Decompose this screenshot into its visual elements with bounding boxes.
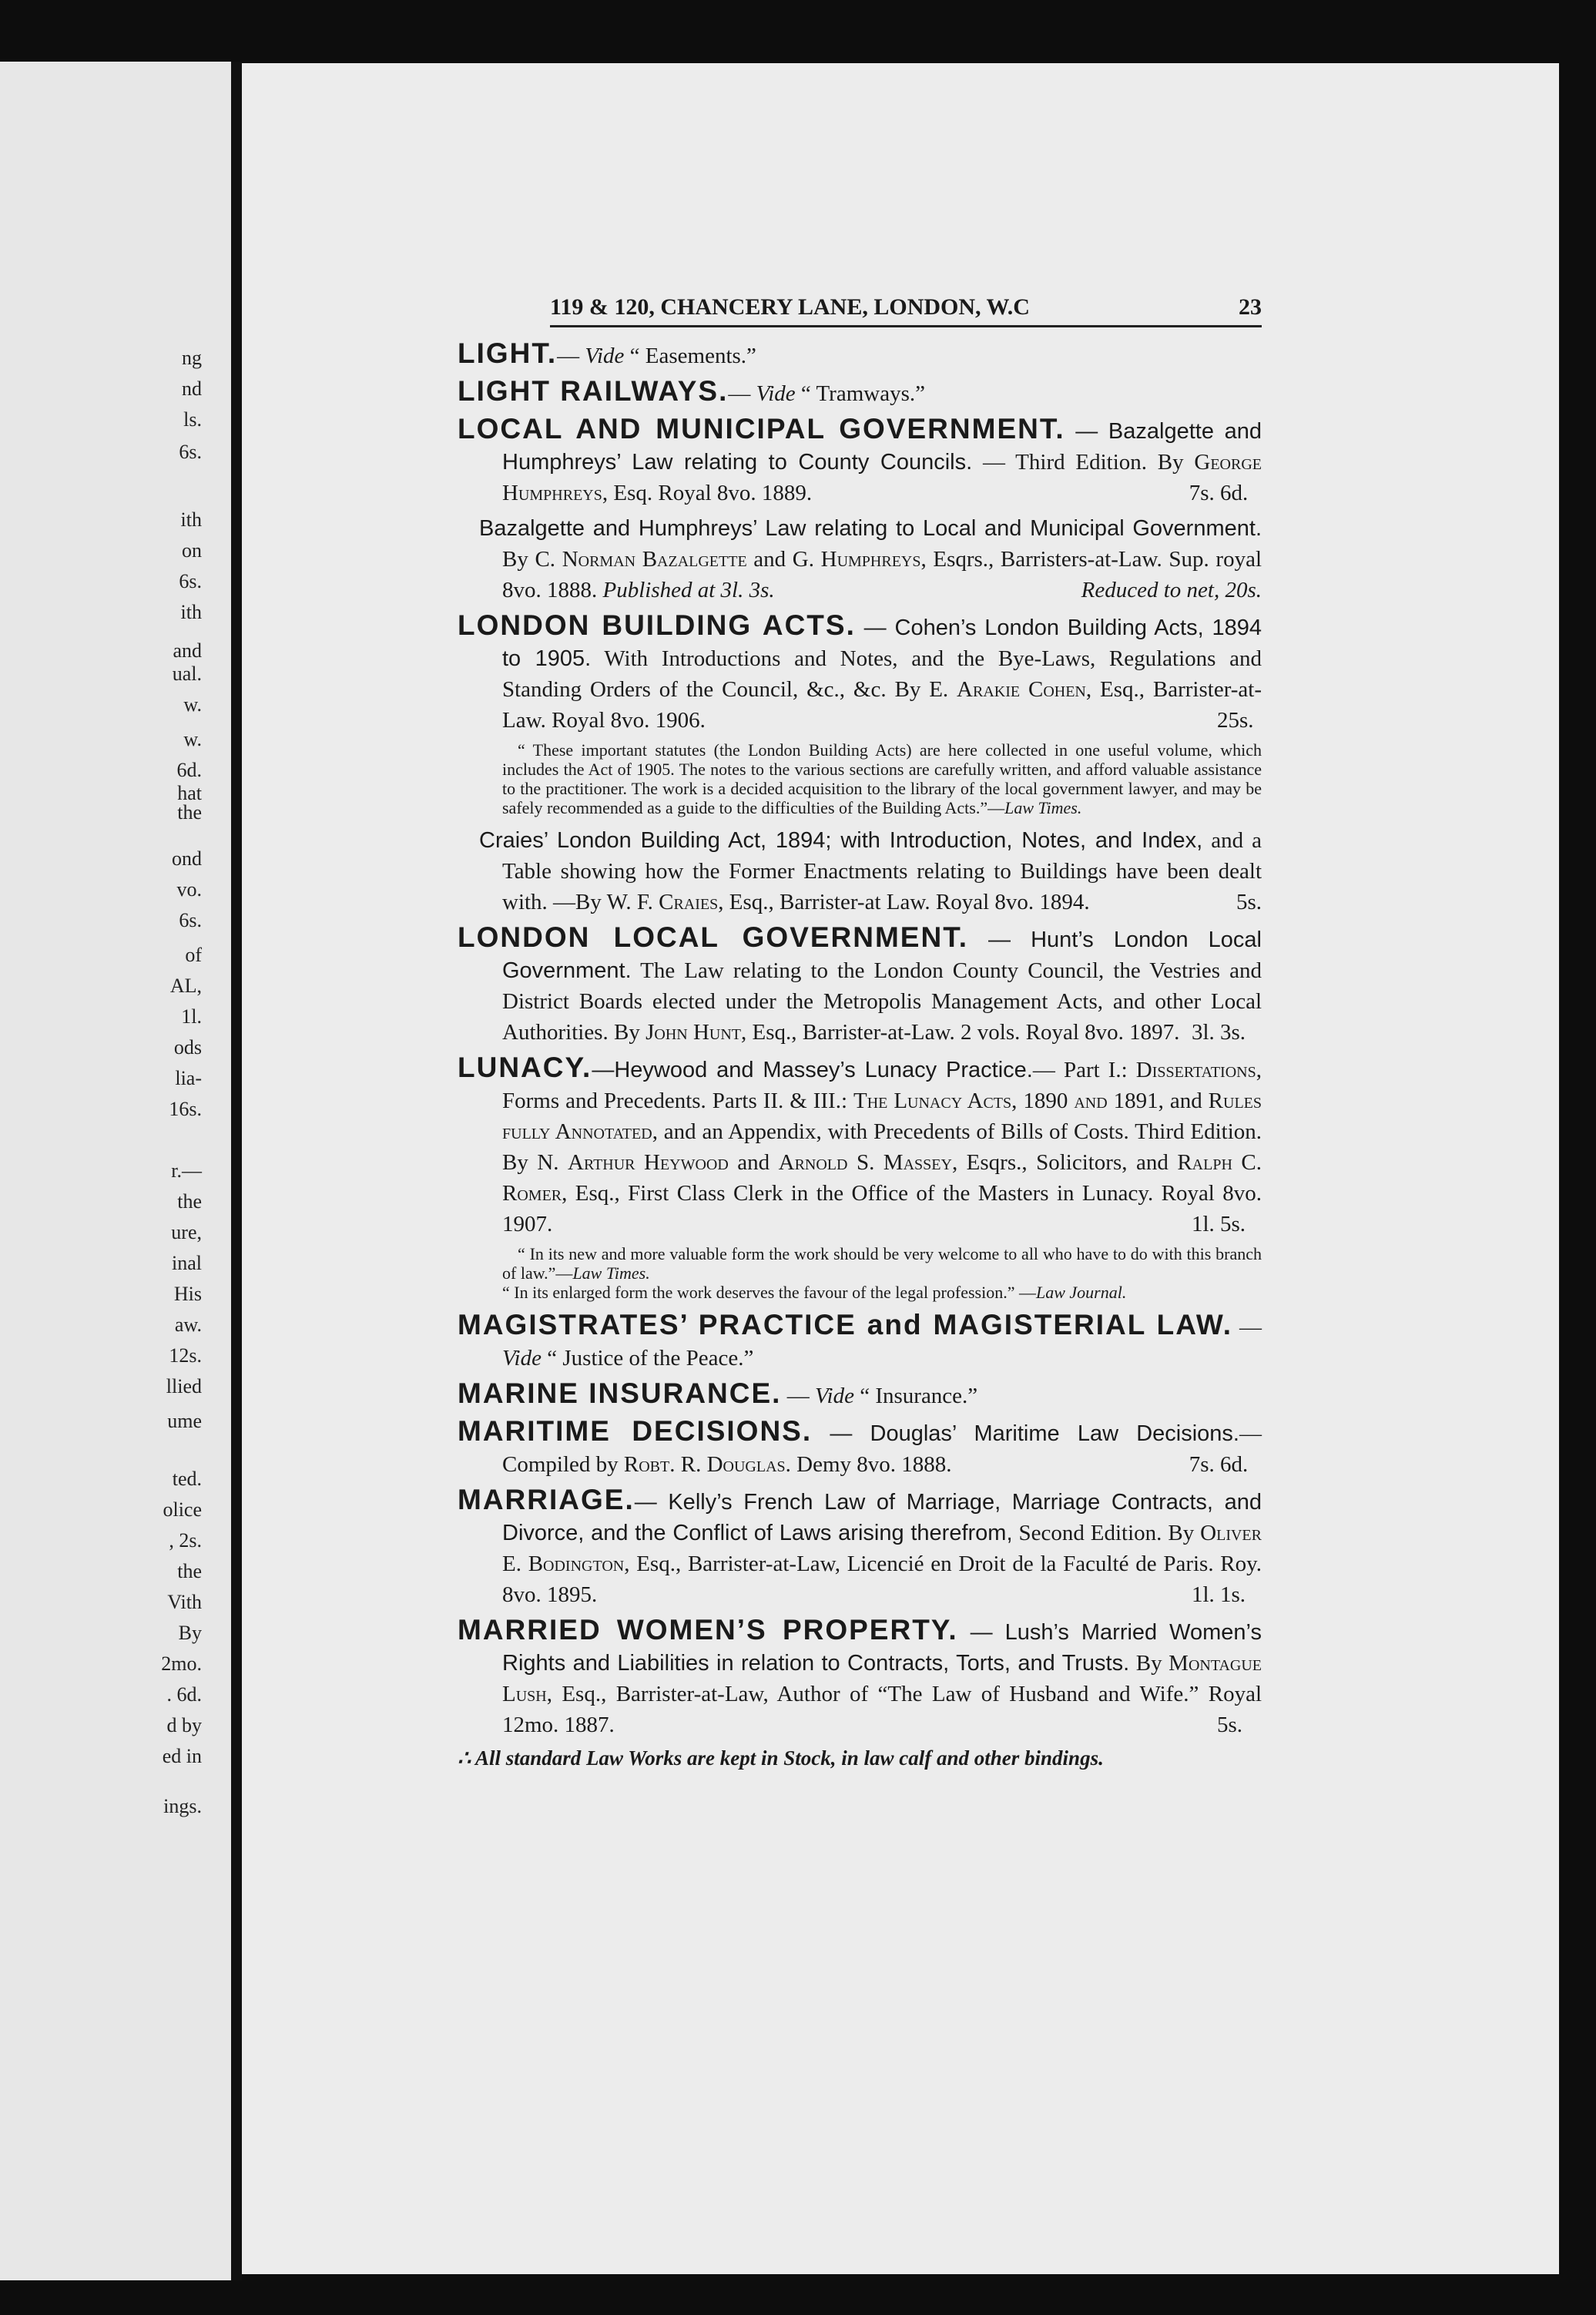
facing-page-text-fragment: ng <box>182 347 202 369</box>
book-details: and a Table showing how the Former Enactments relating to Buildings have been dealt with. —By W. F. <box>502 828 1262 914</box>
price: 7s. 6d. <box>1189 1452 1249 1477</box>
entry-heading: LONDON BUILDING ACTS. <box>458 609 856 641</box>
price <box>1081 575 1262 606</box>
small-caps-text: The Lunacy Acts <box>853 1089 1012 1113</box>
dash: — <box>557 344 585 368</box>
facing-page-text-fragment: 12s. <box>169 1344 202 1367</box>
facing-page-text-fragment: of <box>185 944 202 966</box>
book-details: By <box>1129 1651 1169 1676</box>
book-details: , 1890 <box>1011 1089 1075 1113</box>
facing-page-text-fragment: ings. <box>163 1795 202 1817</box>
book-details: By C. <box>502 547 562 572</box>
running-header <box>550 294 1262 327</box>
review-quote <box>458 1244 1262 1302</box>
entry-heading: MAGISTRATES’ PRACTICE and MAGISTERIAL LAW. <box>458 1309 1233 1340</box>
facing-page-text-fragment: on <box>182 539 202 562</box>
cross-reference: “ Insurance.” <box>853 1384 978 1408</box>
author-name: Oliver E. Bodington <box>502 1521 1262 1576</box>
entry-marriage <box>458 1485 1262 1610</box>
entry-heading: MARITIME DECISIONS. <box>458 1415 813 1447</box>
facing-page-text-fragment: ith <box>180 508 202 531</box>
entry-magistrates-practice <box>458 1310 1262 1374</box>
author-name: Arakie Cohen <box>957 677 1086 702</box>
facing-page-text-fragment: the <box>177 1190 202 1213</box>
facing-page-text-fragment: aw. <box>174 1314 202 1336</box>
asterism-icon: ∴ <box>458 1746 471 1770</box>
book-title: — Douglas’ Maritime Law Decisions. <box>812 1421 1239 1446</box>
cross-reference: “ Justice of the Peace.” <box>542 1346 754 1371</box>
entry-heading: LOCAL AND MUNICIPAL GOVERNMENT. <box>458 413 1065 445</box>
facing-page-text-fragment: AL, <box>169 975 202 997</box>
facing-page-text-fragment: olice <box>163 1498 202 1521</box>
book-details: , Esq., First Class Clerk in the Office of the Masters in Lunacy. Royal 8vo. 1907. <box>502 1181 1262 1236</box>
footer-note <box>458 1746 1262 1770</box>
entry-maritime-decisions <box>458 1416 1262 1480</box>
facing-page-text-fragment: ods <box>173 1036 202 1059</box>
facing-page-text-fragment: ume <box>167 1410 202 1432</box>
entry-london-building-acts: LONDON BUILDING ACTS. — Cohen’s London Building Acts, 1894 to 1905. With Introductions and Notes, and the Bye-Laws, Regulations and Standing Orders of the Council, &c., &c. By E. Arakie Cohen, Esq., Barrister-at-Law. Royal 8vo. 1906. 25s. <box>458 609 1262 733</box>
entry-lunacy <box>458 1052 1262 1240</box>
book-details: and <box>728 1150 779 1175</box>
facing-page-text-fragment: w. <box>183 728 202 750</box>
facing-page-text-fragment: llied <box>166 1375 202 1397</box>
facing-page-text-fragment: , 2s. <box>169 1529 202 1552</box>
book-page <box>242 63 1559 2274</box>
facing-page-text-fragment: 6s. <box>179 441 202 463</box>
facing-page-text-fragment: . 6d. <box>166 1683 202 1706</box>
footer-text: All standard Law Works are kept in Stock, in law calf and other bindings. <box>474 1746 1104 1770</box>
book-gutter <box>231 62 242 2280</box>
facing-page-text-fragment: ure, <box>171 1221 202 1243</box>
entry-marine-insurance <box>458 1378 1262 1411</box>
quote-source: Law Journal. <box>1035 1283 1127 1302</box>
facing-page-text-fragment: ls. <box>183 408 202 431</box>
facing-page-text-fragment: inal <box>172 1252 202 1274</box>
facing-page-text-fragment: ed in <box>162 1745 202 1767</box>
book-details: , Forms and Precedents. Parts II. & III.: <box>502 1058 1262 1113</box>
book-details: , Esq., Barrister-at Law. Royal 8vo. 1894. <box>718 890 1090 914</box>
facing-page <box>0 62 231 2280</box>
facing-page-text-fragment: 6s. <box>179 909 202 931</box>
facing-page-text-fragment: ond <box>172 847 202 870</box>
book-title: — Cohen’s London Building Acts, 1894 to 1905. <box>502 616 1262 671</box>
published-price: Published at 3l. 3s. <box>602 578 775 602</box>
entry-heading: LUNACY. <box>458 1052 592 1083</box>
facing-page-text-fragment: His <box>173 1283 202 1305</box>
vide-text: Vide <box>814 1384 854 1408</box>
price: 7s. 6d. <box>1189 481 1249 505</box>
entry-heading: MARINE INSURANCE. <box>458 1377 782 1409</box>
header-address: 119 & 120, CHANCERY LANE, LONDON, W.C <box>550 294 1030 320</box>
book-details: , Esq., Barrister-at-Law. 2 vols. Royal 8vo. 1897. <box>741 1020 1180 1045</box>
book-details: , Esqrs., Barristers-at-Law. Sup. royal 8vo. 1888. <box>502 547 1262 602</box>
author-name: Robt. R. Douglas <box>623 1452 786 1477</box>
book-title: —Heywood and Massey’s Lunacy Practice. <box>592 1058 1033 1082</box>
entry-light-railways <box>458 376 1262 409</box>
facing-page-text-fragment: the <box>177 801 202 824</box>
cross-reference: “ Easements.” <box>624 344 756 368</box>
vide-text: Vide <box>756 381 796 406</box>
quote-source: Law Times. <box>1004 798 1082 817</box>
entry-london-local-government <box>458 922 1262 1048</box>
entry-craies-building-act <box>458 825 1262 918</box>
author-name: John Hunt <box>645 1020 742 1045</box>
book-details: and G. <box>746 547 821 572</box>
price: 1l. 5s. <box>1191 1212 1246 1236</box>
book-details: The Law relating to the London County Council, the Vestries and District Boards elected under the Metropolis Management Acts, and other Local Authorities. By <box>502 958 1262 1045</box>
quote-text: “ In its new and more valuable form the work should be very welcome to all who have to do with this branch of law.”— <box>502 1244 1262 1283</box>
facing-page-text-fragment: 2mo. <box>161 1652 202 1675</box>
book-title: — Bazalgette and Humphreys’ Law relating to County Councils. <box>502 419 1262 475</box>
facing-page-text-fragment: r.— <box>171 1159 202 1182</box>
quote-source: Law Times. <box>572 1263 650 1283</box>
book-details: , Esq., Barrister-at-Law. Royal 8vo. 1906. <box>502 677 1262 733</box>
facing-page-text-fragment: w. <box>183 693 202 716</box>
price: 3l. 3s. <box>1191 1020 1246 1045</box>
quote-text: “ In its enlarged form the work deserves the favour of the legal profession.” — <box>502 1283 1036 1302</box>
book-details: — Part I.: <box>1032 1058 1136 1082</box>
reduced-price: Reduced to net, 20s. <box>1081 578 1262 602</box>
book-details: , and an Appendix, with Precedents of Bills of Costs. Third Edition. By N. <box>502 1119 1262 1175</box>
page-number: 23 <box>1239 294 1262 320</box>
facing-page-text-fragment: 1l. <box>181 1005 202 1028</box>
facing-page-text-fragment: vo. <box>176 878 202 901</box>
facing-page-text-fragment: lia- <box>175 1067 202 1089</box>
author-name: Craies <box>659 890 719 914</box>
facing-page-text-fragment: the <box>177 1560 202 1582</box>
book-details: 1891, and <box>1107 1089 1209 1113</box>
book-details: , Esq., Barrister-at-Law, Licencié en Droit de la Faculté de Paris. Roy. 8vo. 1895. <box>502 1552 1262 1607</box>
cross-reference: “ Tramways.” <box>795 381 925 406</box>
price: 1l. 1s. <box>1191 1582 1246 1607</box>
small-caps-text: Dissertations <box>1135 1058 1256 1082</box>
book-title: Bazalgette and Humphreys’ Law relating to Local and Municipal Government. <box>479 516 1262 541</box>
entry-local-municipal-government <box>458 414 1262 508</box>
vide-text: Vide <box>502 1346 542 1371</box>
entry-light <box>458 338 1262 371</box>
entry-heading: LIGHT. <box>458 337 558 369</box>
author-name: Arnold S. Massey <box>778 1150 952 1175</box>
book-title: Craies’ London Building Act, 1894; with Introduction, Notes, and Index, <box>479 828 1203 853</box>
vide-text: Vide <box>585 344 625 368</box>
small-caps-text: and <box>1074 1089 1108 1113</box>
author-name: Ralph C. Romer <box>502 1150 1262 1206</box>
facing-page-text-fragment: Vith <box>167 1591 202 1613</box>
entry-heading: LIGHT RAILWAYS. <box>458 375 729 407</box>
book-title: — Hunt’s London Local Government. <box>502 928 1262 983</box>
book-details: Second Edition. By <box>1012 1521 1201 1545</box>
book-details: — Compiled by <box>502 1421 1262 1477</box>
book-details: , Esq., Barrister-at-Law, Author of “The Law of Husband and Wife.” Royal 12mo. 1887. <box>502 1682 1262 1737</box>
quote-text: “ These important statutes (the London Building Acts) are here collected in one useful volume, which includes the Act of 1905. The notes to the various sections are carefully written, and afford valuable assistance to the practitioner. The work is a decided acquisition to the library of the local government lawyer, and may be safely recommended as a guide to the difficulties of the Building Acts.”— <box>502 740 1262 817</box>
entry-heading: LONDON LOCAL GOVERNMENT. <box>458 921 968 953</box>
author-name: Montague Lush <box>502 1651 1262 1706</box>
facing-page-text-fragment: 6s. <box>179 570 202 592</box>
facing-page-text-fragment: By <box>178 1622 202 1644</box>
author-name: Humphreys <box>820 547 921 572</box>
facing-page-text-fragment: 6d. <box>176 759 202 781</box>
facing-page-text-fragment: and <box>173 639 202 662</box>
small-caps-text: Rules fully Annotated <box>502 1089 1262 1144</box>
book-details: With Introductions and Notes, and the Bye-Laws, Regulations and Standing Orders of the Council, &c., &c. By E. <box>502 646 1262 702</box>
dash: — <box>1232 1315 1262 1340</box>
author-name: Arthur Heywood <box>568 1150 729 1175</box>
facing-page-text-fragment: d by <box>166 1714 202 1736</box>
price: 5s. <box>1236 890 1262 914</box>
book-details: , Esqrs., Solicitors, and <box>951 1150 1178 1175</box>
facing-page-text-fragment: ted. <box>172 1468 202 1490</box>
entry-bazalgette-local-municipal <box>458 513 1262 606</box>
entry-heading: MARRIED WOMEN’S PROPERTY. <box>458 1614 958 1646</box>
book-details: , Esq. Royal 8vo. 1889. <box>602 481 813 505</box>
facing-page-text-fragment: ith <box>180 601 202 623</box>
facing-page-text-fragment: ual. <box>172 663 202 685</box>
page-content <box>458 294 1262 1770</box>
entry-heading: MARRIAGE. <box>458 1484 635 1515</box>
book-title: — Lush’s Married Women’s Rights and Liabilities in relation to Contracts, Torts, and Trusts. <box>502 1620 1262 1676</box>
review-quote <box>458 740 1262 817</box>
author-name: Norman Bazalgette <box>562 547 747 572</box>
book-details: . Demy 8vo. 1888. <box>785 1452 952 1477</box>
author-name: George Humphreys <box>502 450 1262 505</box>
book-title: — Kelly’s French Law of Marriage, Marriage Contracts, and Divorce, and the Conflict of Laws arising therefrom, <box>502 1490 1262 1545</box>
facing-page-text-fragment: 16s. <box>169 1098 202 1120</box>
book-details: — Third Edition. By <box>972 450 1195 475</box>
entry-married-womens-property: MARRIED WOMEN’S PROPERTY. — Lush’s Married Women’s Rights and Liabilities in relation to Contracts, Torts, and Trusts. By Montague Lush, Esq., Barrister-at-Law, Author of “The Law of Husband and Wife.” Royal 12mo. 1887. 5s. <box>458 1614 1262 1737</box>
dash: — <box>781 1384 815 1408</box>
facing-page-text-fragment: hat <box>177 782 202 804</box>
facing-page-text-fragment: nd <box>182 377 202 400</box>
dash: — <box>728 381 756 406</box>
